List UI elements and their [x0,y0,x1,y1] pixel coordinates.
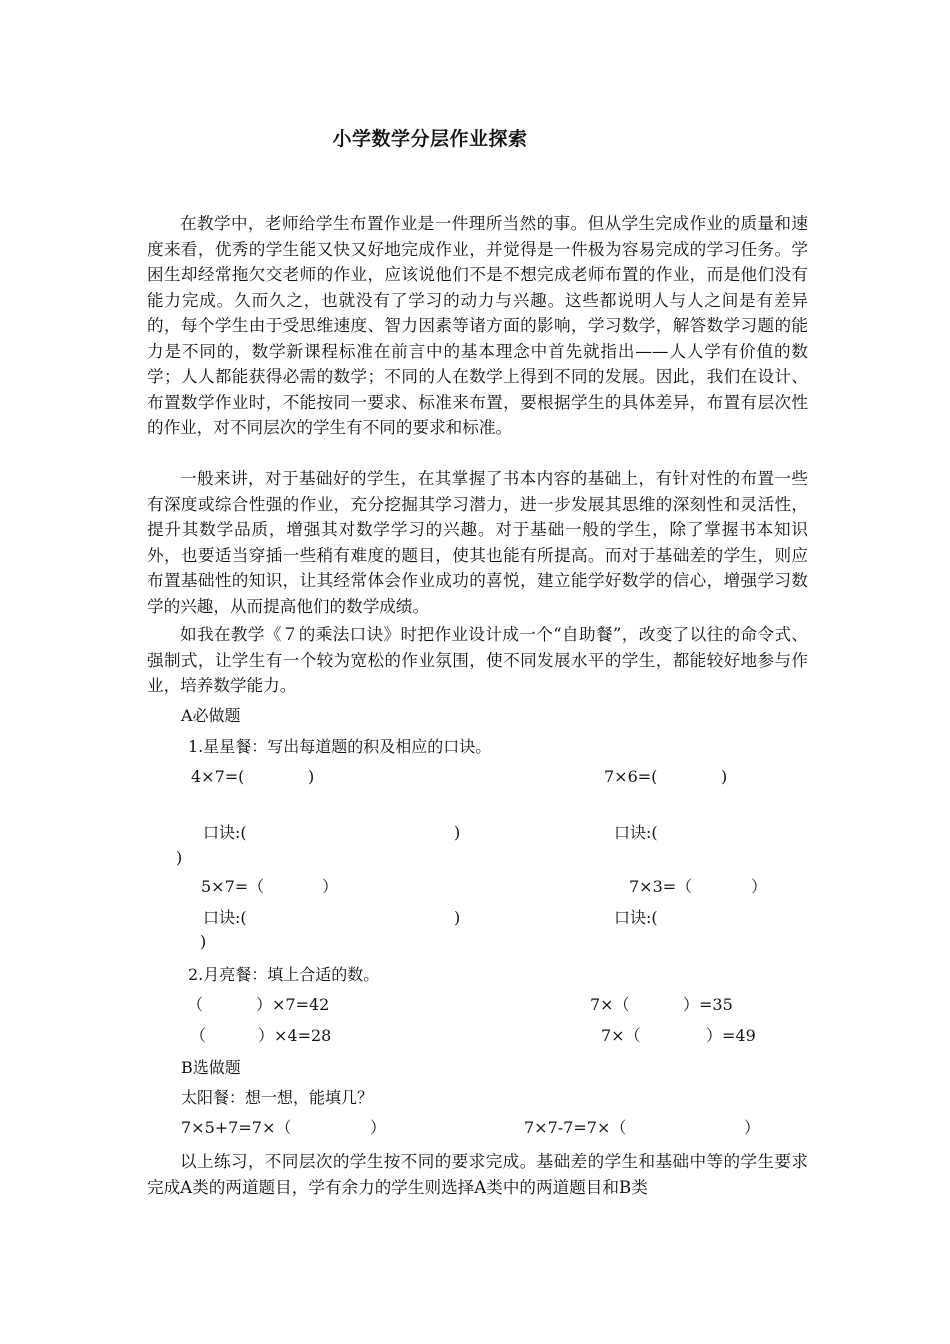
q2-row2-left-open: （ [190,1026,207,1045]
q1-koujue-2: 口诀:( [614,823,658,842]
sun-expression-1: 7×5+7=7×（ [181,1118,292,1137]
q2-row1-left-open: （ [187,995,204,1014]
q1-expression-4: 7×3=（ [629,877,693,896]
q1-expression-1: 4×7=( [191,767,245,786]
q1-expression-4-close: ） [751,877,768,896]
q1-koujue-1: 口诀:( [203,823,247,842]
q1-koujue-2-close: ) [176,848,183,867]
question-1-label: 1.星星餐：写出每道题的积及相应的口诀。 [188,737,492,756]
q1-koujue-3-close: ) [454,908,461,927]
q1-expression-3-close: ） [322,877,339,896]
sun-question-label: 太阳餐：想一想，能填几？ [181,1088,374,1107]
section-a-heading: A必做题 [181,706,241,725]
paragraph-intro: 在教学中，老师给学生布置作业是一件理所当然的事。但从学生完成作业的质量和速度来看，优秀的学生能又快又好地完成作业，并觉得是一件极为容易完成的学习任务。学困生却经常拖欠交老师的作业，应该说他们不是不想完成老师布置的作业，而是他们没有能力完成。久而久之，也就没有了学习的动力与兴趣。这些都说明人与人之间是有差异的，每个学生由于受思维速度、智力因素等诸方面的影响，学习数学，解答数学习题的能力是不同的，数学新课程标准在前言中的基本理念中首先就指出——人人学有价值的数学；人人都能获得必需的数学；不同的人在数学上得到不同的发展。因此，我们在设计、布置数学作业时，不能按同一要求、标准来布置，要根据学生的具体差异，布置有层次性的作业，对不同层次的学生有不同的要求和标准。 [147,214,808,437]
q2-row2-right-open: 7×（ [601,1026,641,1045]
paragraph-example: 如我在教学《７的乘法口诀》时把作业设计成一个“自助餐”，改变了以往的命令式、强制式，让学生有一个较为宽松的作业氛围，使不同发展水平的学生，都能较好地参与作业，培养数学能力。 [147,625,808,695]
sun-expression-1-close: ） [370,1118,387,1137]
q2-row2-right-rest: ）=49 [706,1026,756,1045]
question-2-label: 2.月亮餐：填上合适的数。 [188,965,380,984]
sun-expression-2: 7×7-7=7×（ [524,1118,627,1137]
q2-row1-right-rest: ）=35 [683,995,733,1014]
q2-row2-left-rest: ）×4=28 [258,1026,332,1045]
paragraph-closing: 以上练习，不同层次的学生按不同的要求完成。基础差的学生和基础中等的学生要求完成A类的两道题目，学有余力的学生则选择A类中的两道题目和B类 [147,1152,808,1197]
q1-expression-2-close: ) [721,767,728,786]
section-b-heading: B选做题 [181,1058,241,1077]
paragraph-levels: 一般来讲，对于基础好的学生，在其掌握了书本内容的基础上，有针对性的布置一些有深度或综合性强的作业，充分挖掘其学习潜力，进一步发展其思维的深刻性和灵活性，提升其数学品质，增强其对数学学习的兴趣。对于基础一般的学生，除了掌握书本知识外，也要适当穿插一些稍有难度的题目，使其也能有所提高。而对于基础差的学生，则应布置基础性的知识，让其经常体会作业成功的喜悦，建立能学好数学的信心，增强学习数学的兴趣，从而提高他们的数学成绩。 [147,469,808,616]
q1-expression-2: 7×6=( [604,767,658,786]
sun-expression-2-close: ） [744,1118,761,1137]
q1-koujue-3: 口诀:( [203,908,247,927]
q1-koujue-4: 口诀:( [614,908,658,927]
q2-row1-right-open: 7×（ [590,995,630,1014]
q1-koujue-1-close: ) [454,823,461,842]
q1-expression-1-close: ) [308,767,315,786]
q1-koujue-4-close: ) [200,932,207,951]
document-title: 小学数学分层作业探索 [332,128,528,150]
q2-row1-left-rest: ）×7=42 [256,995,330,1014]
q1-expression-3: 5×7=（ [201,877,265,896]
